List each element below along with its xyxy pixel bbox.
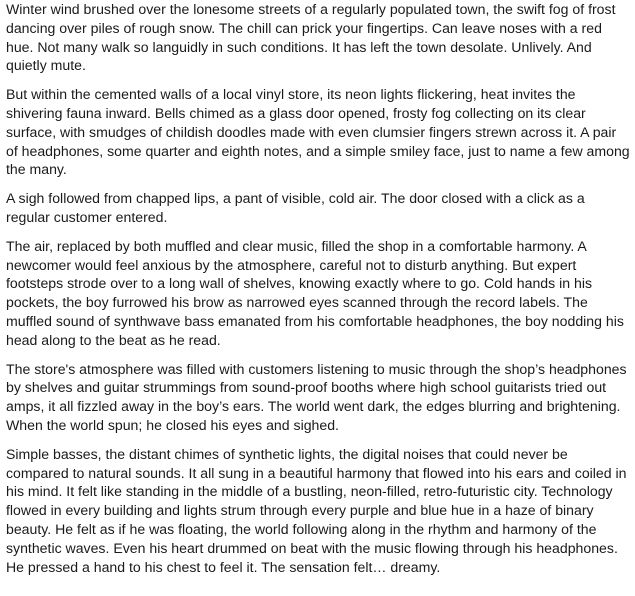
paragraph-2: But within the cemented walls of a local vinyl store, its neon lights flickering, heat invites the shivering fauna inward. Bells chimed as a glass door opened, frosty fog collecting on its clear surface, with smudges of childish doodles made with even clumsier fingers strewn across it. A pair of headphones, some quarter and eighth notes, and a simple smiley face, just to name a few among the many. <box>6 86 630 178</box>
paragraph-5: The store's atmosphere was filled with customers listening to music through the shop’s headphones by shelves and guitar strummings from sound-proof booths where high school guitarists tried out amps, it all fizzled away in the boy’s ears. The world went dark, the edges blurring and brightening. When the world spun; he closed his eyes and sighed. <box>6 360 627 433</box>
paragraph-4: The air, replaced by both muffled and clear music, filled the shop in a comfortable harmony. A newcomer would feel anxious by the atmosphere, careful not to disturb anything. But expert footsteps strode over to a long wall of shelves, knowing exactly where to go. Cold hands in his pockets, the boy furrowed his brow as narrowed eyes scanned through the record labels. The muffled sound of synthwave bass emanated from his comfortable headphones, the boy nodding his head along to the beat as he read. <box>6 237 624 348</box>
paragraph-1: Winter wind brushed over the lonesome streets of a regularly populated town, the swift fog of frost dancing over piles of rough snow. The chill can prick your fingertips. Can leave noses with a red hue. Not many walk so languidly in such conditions. It has left the town desolate. Unlively. And quietly mute. <box>6 1 616 74</box>
paragraph-3: A sigh followed from chapped lips, a pant of visible, cold air. The door closed with a click as a regular customer entered. <box>6 190 585 225</box>
paragraph-6: Simple basses, the distant chimes of synthetic lights, the digital noises that could never be compared to natural sounds. It all sung in a beautiful harmony that flowed into his ears and coiled in his mind. It felt like standing in the middle of a bustling, neon-filled, retro-futuristic city. Technology flowed in every building and lights strum through every purple and blue hue in a haze of binary beauty. He felt as if he was floating, the world following along in the rhythm and harmony of the synthetic waves. Even his heart drummed on beat with the music flowing through his headphones. He pressed a hand to his chest to feel it. The sensation felt… dreamy. <box>6 445 627 575</box>
